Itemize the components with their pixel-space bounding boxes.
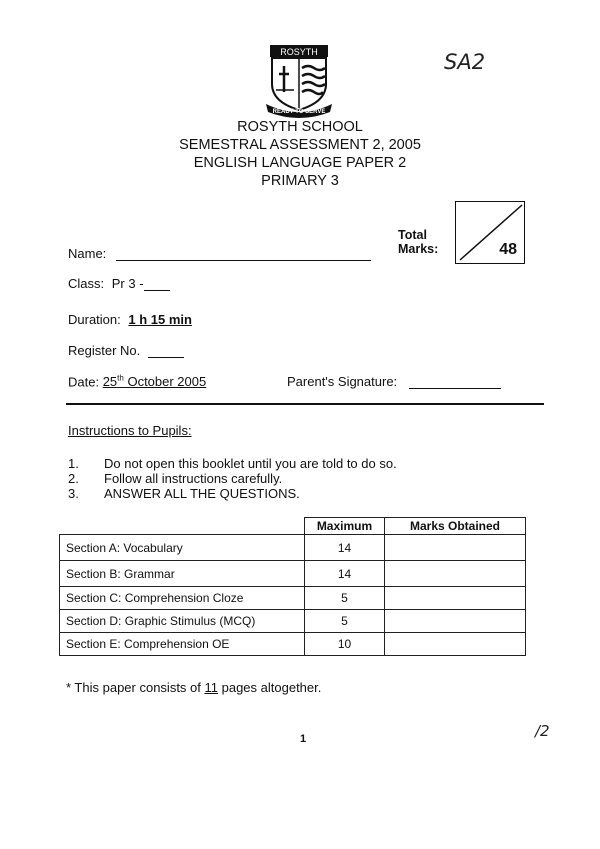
- name-label: Name:: [68, 246, 107, 261]
- date-field: [68, 374, 206, 389]
- total-marks-box: [455, 201, 525, 264]
- register-label: Register No.: [68, 343, 141, 358]
- handwritten-page-mark: /2: [535, 722, 550, 740]
- section-maximum: 5: [305, 610, 385, 633]
- section-name: Section A: Vocabulary: [60, 535, 305, 561]
- section-maximum: 10: [305, 633, 385, 656]
- paper-title: ENGLISH LANGUAGE PAPER 2: [193, 155, 407, 171]
- date-value: 25th October 2005: [102, 374, 207, 390]
- section-name: Section E: Comprehension OE: [60, 633, 305, 656]
- marks-table: [59, 517, 526, 656]
- school-name: ROSYTH SCHOOL: [237, 119, 363, 135]
- table-header-blank: [60, 518, 305, 535]
- register-field[interactable]: [68, 343, 184, 358]
- signature-field[interactable]: [287, 374, 501, 389]
- section-marks-obtained[interactable]: [385, 633, 526, 656]
- section-marks-obtained[interactable]: [385, 610, 526, 633]
- duration-field: [68, 312, 192, 327]
- table-row: [60, 561, 526, 587]
- class-label: Class:: [68, 276, 105, 291]
- table-header-maximum: Maximum: [305, 518, 385, 535]
- section-name: Section D: Graphic Stimulus (MCQ): [60, 610, 305, 633]
- page-count: 11: [204, 680, 218, 695]
- duration-label: Duration:: [68, 312, 121, 327]
- instruction-item: 3. ANSWER ALL THE QUESTIONS.: [68, 486, 300, 501]
- signature-blank[interactable]: [409, 388, 501, 389]
- section-maximum: 14: [305, 561, 385, 587]
- section-marks-obtained[interactable]: [385, 535, 526, 561]
- signature-label: Parent's Signature:: [287, 374, 398, 389]
- name-field[interactable]: [68, 246, 371, 261]
- level-title: PRIMARY 3: [261, 173, 339, 189]
- table-row: [60, 610, 526, 633]
- section-divider: [66, 403, 544, 405]
- register-blank[interactable]: [148, 357, 184, 358]
- instructions-heading: Instructions to Pupils:: [68, 423, 192, 438]
- section-marks-obtained[interactable]: [385, 587, 526, 610]
- section-name: Section B: Grammar: [60, 561, 305, 587]
- table-header-marks-obtained: Marks Obtained: [385, 518, 526, 535]
- table-row: [60, 535, 526, 561]
- instruction-item: 2. Follow all instructions carefully.: [68, 471, 283, 486]
- duration-value: 1 h 15 min: [128, 312, 192, 327]
- logo-banner-text: ROSYTH: [280, 47, 318, 57]
- class-field[interactable]: [68, 276, 170, 291]
- date-label: Date:: [68, 374, 100, 390]
- total-marks-value: 48: [499, 241, 517, 258]
- page-count-note: * This paper consists of 11 pages altogether.: [66, 680, 322, 695]
- school-crest-logo: [264, 44, 334, 118]
- section-marks-obtained[interactable]: [385, 561, 526, 587]
- name-blank[interactable]: [116, 260, 371, 261]
- table-row: [60, 633, 526, 656]
- class-value: Pr 3 -: [111, 276, 144, 291]
- instruction-item: 1. Do not open this booklet until you are told to do so.: [68, 456, 397, 471]
- section-maximum: 5: [305, 587, 385, 610]
- table-header-row: [60, 518, 526, 535]
- table-row: [60, 587, 526, 610]
- class-blank[interactable]: [144, 290, 170, 291]
- total-marks-label: Total Marks:: [398, 228, 439, 256]
- assessment-title: SEMESTRAL ASSESSMENT 2, 2005: [179, 137, 421, 153]
- page-number: 1: [300, 733, 307, 745]
- section-name: Section C: Comprehension Cloze: [60, 587, 305, 610]
- section-maximum: 14: [305, 535, 385, 561]
- handwritten-sa2-note: SA2: [444, 50, 486, 74]
- logo-motto-text: READY TO SERVE: [272, 109, 326, 115]
